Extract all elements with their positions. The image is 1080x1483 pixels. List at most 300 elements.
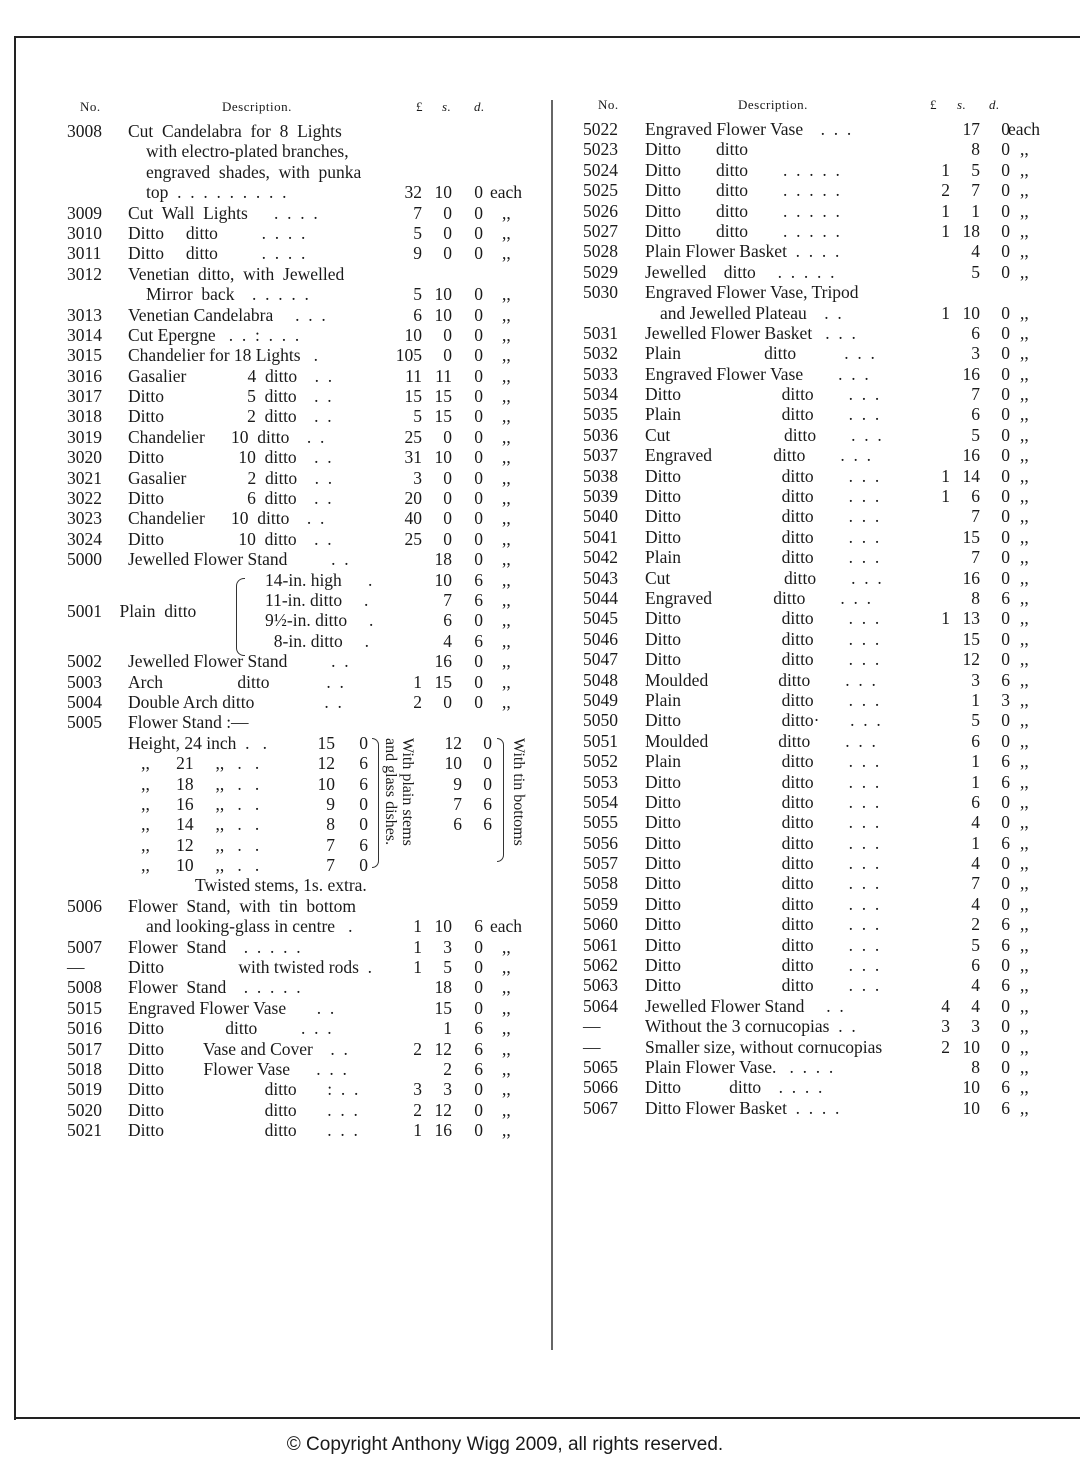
price-pence: 0 [474, 671, 483, 692]
price-row [583, 241, 1073, 261]
item-description: Ditto ditto . . . [645, 873, 880, 894]
price-pence: 0 [474, 610, 483, 631]
price-pence: 6 [1001, 771, 1010, 792]
price-unit: ,, [1020, 587, 1029, 608]
item-description: Gasalier 4 ditto . . [128, 365, 333, 386]
item-description: Ditto ditto . . . . [645, 1077, 823, 1098]
price-shillings: 8 [971, 1056, 980, 1077]
price-pounds: 2 [413, 1099, 422, 1120]
price-unit: ,, [502, 467, 511, 488]
price-pounds: 105 [395, 345, 422, 366]
price-pence: 0 [474, 528, 483, 549]
price-row [583, 445, 1073, 465]
item-number: 5043 [583, 567, 618, 588]
price-shillings: 6 [971, 486, 980, 507]
item-description: Engraved Flower Vase . . . [645, 363, 869, 384]
price-pence: 6 [1001, 832, 1010, 853]
price-row [67, 1120, 547, 1140]
price-pence: 0 [1001, 465, 1010, 486]
right-header-no: No. [598, 97, 619, 112]
item-description: Ditto ditto . . . [645, 628, 880, 649]
tin-bottoms-brace [497, 738, 504, 862]
item-description: ,, 16 ,, . . [128, 793, 260, 814]
price-unit: ,, [1020, 465, 1029, 486]
price-pence: 0 [474, 284, 483, 305]
price-pence: 0 [1001, 322, 1010, 343]
price-shillings: 11 [435, 365, 452, 386]
item-description: Chandelier 10 ditto . . [128, 426, 325, 447]
price-pence: 0 [1001, 486, 1010, 507]
price-row [67, 916, 547, 936]
price-unit: each [490, 182, 523, 203]
price-pounds: 31 [404, 447, 422, 468]
item-description: Ditto ditto . . . [645, 608, 880, 629]
price-unit: each [490, 916, 523, 937]
price-pence: 0 [1001, 955, 1010, 976]
plain-stems-pence: 0 [359, 793, 368, 814]
item-number: 5062 [583, 955, 618, 976]
price-row [583, 629, 1073, 649]
price-pounds: 5 [413, 222, 422, 243]
price-pence: 6 [1001, 751, 1010, 772]
item-description: 11-in. ditto . [265, 589, 369, 610]
price-shillings: 5 [971, 159, 980, 180]
price-row [583, 1037, 1073, 1057]
item-description: top . . . . . . . . . [146, 182, 287, 203]
item-number: 3020 [67, 447, 102, 468]
price-pence: 0 [474, 488, 483, 509]
column-divider [551, 100, 553, 1350]
price-pounds: 1 [413, 671, 422, 692]
price-unit: ,, [1020, 384, 1029, 405]
price-unit: ,, [502, 222, 511, 243]
item-description: Flower Stand, with tin bottom [128, 895, 356, 916]
item-description: Ditto ditto : . . [128, 1079, 359, 1100]
price-row [583, 670, 1073, 690]
price-unit: ,, [1020, 1097, 1029, 1118]
price-unit: ,, [502, 508, 511, 529]
price-shillings: 4 [443, 630, 452, 651]
plain-stems-pence: 0 [359, 855, 368, 876]
item-description: Flower Stand . . . . . [128, 936, 301, 957]
item-number: 5057 [583, 853, 618, 874]
item-number: 5027 [583, 220, 618, 241]
price-row [67, 1039, 547, 1059]
item-description: Ditto ditto . . . [645, 832, 880, 853]
item-number: 5000 [67, 549, 102, 570]
left-header-pounds: £ [416, 99, 423, 114]
price-unit: ,, [502, 630, 511, 651]
price-row [583, 323, 1073, 343]
price-row [67, 998, 547, 1018]
price-shillings: 4 [971, 853, 980, 874]
price-pence: 0 [1001, 506, 1010, 527]
price-pounds: 25 [404, 426, 422, 447]
price-pence: 0 [474, 1079, 483, 1100]
price-shillings: 5 [971, 710, 980, 731]
price-unit: ,, [1020, 975, 1029, 996]
price-pence: 0 [1001, 526, 1010, 547]
price-shillings: 0 [443, 202, 452, 223]
item-description: and Jewelled Plateau . . [660, 302, 842, 323]
price-row [67, 1018, 547, 1038]
price-pence: 0 [474, 691, 483, 712]
price-unit: ,, [502, 304, 511, 325]
price-unit: ,, [502, 324, 511, 345]
item-description: ,, 10 ,, . . [128, 855, 260, 876]
item-number: 5017 [67, 1038, 102, 1059]
price-unit: ,, [502, 1038, 511, 1059]
price-shillings: 4 [971, 241, 980, 262]
left-price-column [67, 121, 547, 1141]
price-pence: 0 [1001, 1016, 1010, 1037]
price-pence: 0 [1001, 853, 1010, 874]
price-pounds: 1 [413, 957, 422, 978]
plain-ditto-brace [236, 578, 245, 656]
item-number: 5020 [67, 1099, 102, 1120]
price-pence: 0 [1001, 261, 1010, 282]
price-pounds: 9 [413, 243, 422, 264]
price-pounds: 1 [941, 302, 950, 323]
price-pence: 0 [1001, 1056, 1010, 1077]
price-pence: 0 [474, 957, 483, 978]
item-number: 5049 [583, 689, 618, 710]
tin-bottoms-pence: 6 [483, 814, 492, 835]
price-shillings: 16 [434, 1120, 452, 1141]
item-number: 5015 [67, 997, 102, 1018]
price-row [67, 549, 547, 569]
price-pounds: 1 [941, 220, 950, 241]
price-row [583, 343, 1073, 363]
price-pounds: 25 [404, 528, 422, 549]
price-row [67, 1100, 547, 1120]
price-pounds: 10 [404, 324, 422, 345]
price-row [67, 794, 547, 814]
price-pence: 6 [1001, 934, 1010, 955]
price-row [67, 631, 547, 651]
item-number: 5025 [583, 180, 618, 201]
plain-stems-brace [372, 738, 379, 868]
price-pence: 0 [474, 406, 483, 427]
price-unit: ,, [502, 957, 511, 978]
right-header-shillings: s. [957, 97, 967, 112]
item-description: Without the 3 cornucopias . . [645, 1016, 856, 1037]
price-unit: ,, [502, 528, 511, 549]
price-row [583, 282, 1073, 302]
price-pounds: 1 [941, 465, 950, 486]
item-description: Ditto ditto . . . [645, 526, 880, 547]
price-row [67, 508, 547, 528]
page-border-top [14, 36, 1080, 38]
price-row [583, 710, 1073, 730]
item-description: Ditto with twisted rods . [128, 957, 373, 978]
price-pence: 0 [1001, 159, 1010, 180]
price-shillings: 7 [971, 547, 980, 568]
item-description: Twisted stems, 1s. extra. [195, 875, 367, 896]
item-description: Ditto Flower Vase . . . [128, 1058, 347, 1079]
price-pounds: 2 [941, 1036, 950, 1057]
price-pounds: 2 [941, 180, 950, 201]
price-unit: ,, [1020, 669, 1029, 690]
item-description: Height, 24 inch . . [128, 732, 268, 753]
price-shillings: 5 [971, 934, 980, 955]
price-pence: 0 [1001, 200, 1010, 221]
price-pounds: 2 [413, 691, 422, 712]
item-description: Venetian ditto, with Jewelled [128, 263, 345, 284]
price-pence: 6 [1001, 1077, 1010, 1098]
item-number: — [583, 1036, 601, 1057]
item-number: 5058 [583, 873, 618, 894]
tin-bottoms-pence: 0 [483, 732, 492, 753]
price-shillings: 0 [443, 426, 452, 447]
price-pence: 0 [1001, 1036, 1010, 1057]
price-shillings: 5 [971, 424, 980, 445]
price-shillings: 8 [971, 139, 980, 160]
price-row [67, 672, 547, 692]
tin-bottoms-shillings: 12 [444, 732, 462, 753]
price-pence: 6 [1001, 587, 1010, 608]
price-pence: 0 [1001, 424, 1010, 445]
price-shillings: 0 [443, 243, 452, 264]
price-pence: 0 [1001, 608, 1010, 629]
item-description: Flower Stand . . . . . [128, 977, 301, 998]
price-unit: each [1008, 119, 1041, 139]
item-description: Ditto 10 ditto . . [128, 528, 332, 549]
price-shillings: 15 [962, 526, 980, 547]
item-description: Flower Stand :— [128, 712, 249, 733]
price-row [67, 835, 547, 855]
item-description: Ditto Flower Basket . . . . [645, 1097, 840, 1118]
price-pounds: 4 [941, 995, 950, 1016]
item-number: 5051 [583, 730, 618, 751]
right-header-description: Description. [738, 97, 808, 112]
price-unit: ,, [502, 406, 511, 427]
plain-ditto-label: 5001 Plain ditto [67, 601, 197, 621]
price-shillings: 3 [971, 343, 980, 364]
price-shillings: 3 [443, 1079, 452, 1100]
item-description: Gasalier 2 ditto . . [128, 467, 333, 488]
price-row [583, 262, 1073, 282]
plain-stems-pence: 0 [359, 732, 368, 753]
price-pounds: 1 [941, 200, 950, 221]
item-number: 5030 [583, 282, 618, 303]
item-number: 5034 [583, 384, 618, 405]
price-unit: ,, [502, 1120, 511, 1141]
price-shillings: 10 [434, 447, 452, 468]
price-pence: 0 [1001, 628, 1010, 649]
right-header-pence: d. [989, 97, 1000, 112]
price-pence: 0 [474, 182, 483, 203]
price-row [583, 119, 1073, 139]
price-row [583, 588, 1073, 608]
item-description: Plain ditto . . . [645, 343, 875, 364]
price-pence: 0 [474, 365, 483, 386]
plain-stems-pence: 6 [359, 773, 368, 794]
item-number: 5003 [67, 671, 102, 692]
page-border-left [14, 36, 16, 1420]
price-unit: ,, [1020, 873, 1029, 894]
price-unit: ,, [1020, 853, 1029, 874]
price-shillings: 1 [443, 1018, 452, 1039]
price-row [67, 529, 547, 549]
price-pence: 0 [474, 1120, 483, 1141]
price-pence: 0 [474, 508, 483, 529]
price-shillings: 4 [971, 893, 980, 914]
price-row [583, 384, 1073, 404]
price-row [67, 814, 547, 834]
price-row [583, 731, 1073, 751]
price-pence: 0 [1001, 547, 1010, 568]
price-pounds: 1 [941, 608, 950, 629]
item-description: Jewelled Flower Stand . . [128, 549, 349, 570]
price-unit: ,, [1020, 628, 1029, 649]
item-description: Ditto ditto . . . . [128, 222, 306, 243]
item-description: Cut Wall Lights . . . . [128, 202, 318, 223]
item-number: 5042 [583, 547, 618, 568]
price-row [583, 833, 1073, 853]
price-pence: 0 [1001, 730, 1010, 751]
item-description: Engraved ditto . . . [645, 445, 872, 466]
plain-stems-pence: 6 [359, 753, 368, 774]
price-pence: 6 [1001, 914, 1010, 935]
price-shillings: 10 [434, 304, 452, 325]
price-shillings: 0 [443, 488, 452, 509]
price-pence: 0 [474, 243, 483, 264]
item-description: Chandelier 10 ditto . . [128, 508, 325, 529]
price-pence: 0 [1001, 343, 1010, 364]
price-unit: ,, [1020, 730, 1029, 751]
item-number: 3009 [67, 202, 102, 223]
item-number: 5037 [583, 445, 618, 466]
item-description: Ditto ditto . . . [645, 975, 880, 996]
left-header-no: No. [80, 99, 101, 114]
item-number: 3022 [67, 488, 102, 509]
plain-stems-note: With plain stems and glass dishes. [382, 738, 416, 846]
price-shillings: 4 [971, 975, 980, 996]
price-shillings: 10 [962, 302, 980, 323]
price-row [583, 466, 1073, 486]
item-number: 5050 [583, 710, 618, 731]
price-unit: ,, [1020, 404, 1029, 425]
price-shillings: 10 [962, 1097, 980, 1118]
price-shillings: 6 [443, 610, 452, 631]
price-pence: 0 [1001, 812, 1010, 833]
price-unit: ,, [1020, 1056, 1029, 1077]
item-description: Ditto ditto . . . [645, 791, 880, 812]
item-number: 5040 [583, 506, 618, 527]
price-shillings: 12 [434, 1038, 452, 1059]
price-shillings: 18 [434, 549, 452, 570]
price-shillings: 10 [434, 284, 452, 305]
item-number: 5059 [583, 893, 618, 914]
price-pence: 0 [474, 202, 483, 223]
price-unit: ,, [502, 651, 511, 672]
price-unit: ,, [502, 610, 511, 631]
item-number: 3013 [67, 304, 102, 325]
price-row [67, 855, 547, 875]
price-unit: ,, [1020, 955, 1029, 976]
item-description: Ditto ditto· . . . [645, 710, 881, 731]
price-row [583, 955, 1073, 975]
price-unit: ,, [502, 549, 511, 570]
item-number: 3018 [67, 406, 102, 427]
plain-stems-pence: 6 [359, 834, 368, 855]
price-unit: ,, [1020, 812, 1029, 833]
price-pounds: 1 [413, 936, 422, 957]
price-row [67, 284, 547, 304]
price-unit: ,, [1020, 1036, 1029, 1057]
price-row [67, 162, 547, 182]
price-row [583, 486, 1073, 506]
price-row [583, 935, 1073, 955]
price-pence: 0 [474, 222, 483, 243]
price-row [67, 977, 547, 997]
item-description: Cut Epergne . . : . . . [128, 324, 300, 345]
item-description: Ditto ditto . . . [645, 893, 880, 914]
price-row [583, 812, 1073, 832]
item-description: Jewelled Flower Stand . . [645, 995, 844, 1016]
item-number: 5065 [583, 1056, 618, 1077]
price-unit: ,, [1020, 689, 1029, 710]
item-number: 5038 [583, 465, 618, 486]
price-unit: ,, [502, 1058, 511, 1079]
item-description: Jewelled ditto . . . . . [645, 261, 835, 282]
price-shillings: 18 [434, 977, 452, 998]
item-number: — [583, 1016, 601, 1037]
item-description: Ditto ditto . . . . . [645, 220, 840, 241]
item-description: Plain Flower Vase. . . . . [645, 1056, 834, 1077]
item-description: engraved shades, with punka [146, 161, 362, 182]
price-shillings: 15 [434, 386, 452, 407]
item-description: Smaller size, without cornucopias [645, 1036, 883, 1057]
item-description: Plain Flower Basket . . . . [645, 241, 840, 262]
item-number: 5060 [583, 914, 618, 935]
price-shillings: 15 [434, 671, 452, 692]
item-number: 5063 [583, 975, 618, 996]
price-row [583, 1016, 1073, 1036]
price-row [67, 141, 547, 161]
price-pence: 0 [474, 426, 483, 447]
price-unit: ,, [502, 936, 511, 957]
price-unit: ,, [502, 284, 511, 305]
price-unit: ,, [1020, 751, 1029, 772]
item-number: 5067 [583, 1097, 618, 1118]
price-shillings: 1 [971, 771, 980, 792]
price-row [583, 792, 1073, 812]
left-header-pence: d. [474, 99, 485, 114]
price-row [583, 608, 1073, 628]
item-number: 5052 [583, 751, 618, 772]
item-number: 5041 [583, 526, 618, 547]
price-shillings: 0 [443, 467, 452, 488]
price-shillings: 17 [962, 119, 980, 139]
item-number: 5064 [583, 995, 618, 1016]
price-unit: ,, [502, 691, 511, 712]
item-description: Plain ditto . . . [645, 751, 880, 772]
item-description: Ditto ditto . . . [645, 649, 880, 670]
price-shillings: 6 [971, 730, 980, 751]
price-row [67, 875, 547, 895]
price-pounds: 3 [413, 1079, 422, 1100]
price-pence: 6 [474, 916, 483, 937]
item-number: 3017 [67, 386, 102, 407]
item-number: 3021 [67, 467, 102, 488]
price-pence: 0 [474, 1099, 483, 1120]
price-pence: 0 [1001, 710, 1010, 731]
price-pence: 0 [474, 549, 483, 570]
item-description: Arch ditto . . [128, 671, 344, 692]
price-unit: ,, [1020, 261, 1029, 282]
